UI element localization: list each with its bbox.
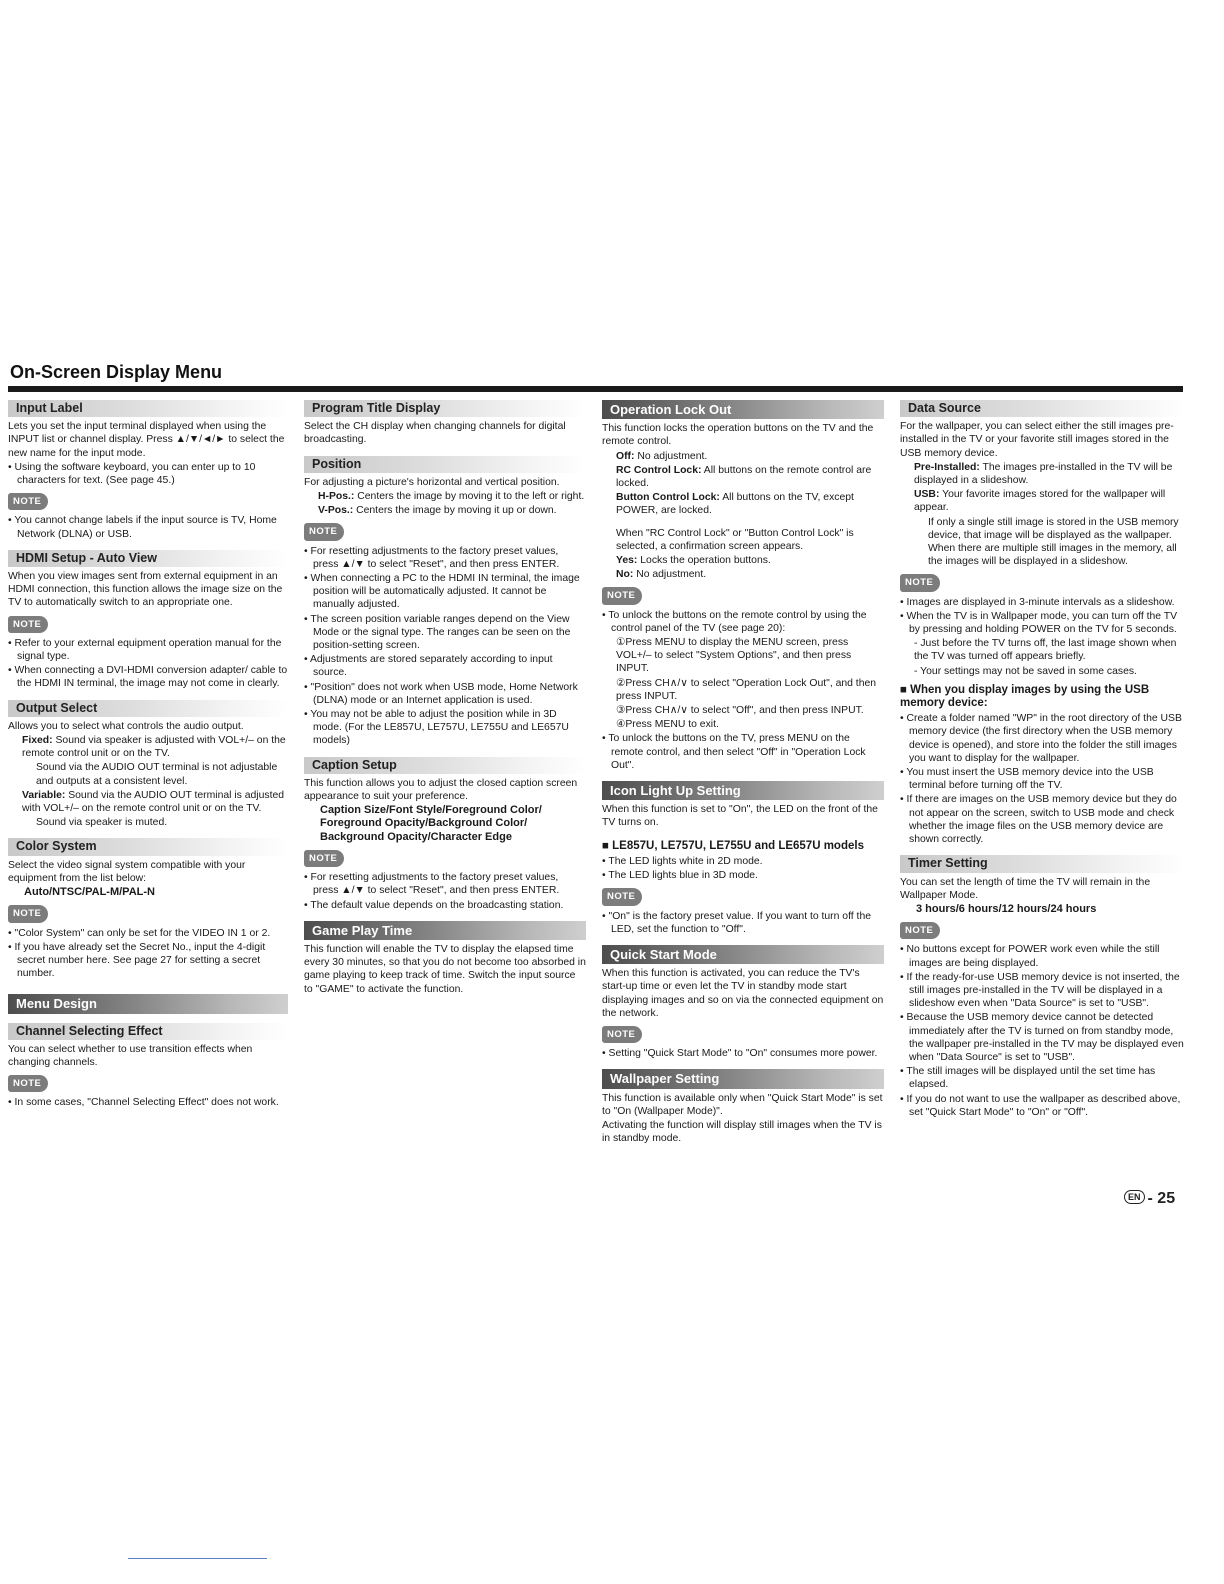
section-heading: Data Source [900,400,1184,417]
body-text: For the wallpaper, you can select either the still images pre-installed in the TV or your favorite still images stored in the USB memory device. [900,421,1174,459]
section-heading: Input Label [8,400,288,417]
section-input-label [8,400,288,541]
section-color-system [8,838,288,980]
bullet-item: • The LED lights blue in 3D mode. [602,870,758,882]
note-item: • For resetting adjustments to the factory preset values, press ▲/▼ to select "Reset", and then press ENTER. [304,545,560,570]
note-item: • "Color System" can only be set for the VIDEO IN 1 or 2. [8,927,271,939]
note-item: • You may not be able to adjust the position while in 3D mode. (For the LE857U, LE757U, LE755U and LE657U models) [304,709,569,747]
option-button-lock: Button Control Lock: All buttons on the TV, except POWER, are locked. [616,492,854,517]
section-data-source [900,400,1184,846]
note-item: • Because the USB memory device cannot be detected immediately after the TV is turned on from standby mode, the wallpaper pre-installed in the TV may be displayed even when "Data Source" is set to "USB". [900,1012,1184,1063]
section-operation-lock [602,400,884,772]
note-item: • When the TV is in Wallpaper mode, you can turn off the TV by pressing and holding POWER on the TV for 5 seconds. [900,610,1178,636]
section-heading: Wallpaper Setting [602,1069,884,1088]
note-item: • Setting "Quick Start Mode" to "On" consumes more power. [602,1048,878,1060]
section-position [304,456,586,748]
sub-note: - Your settings may not be saved in some cases. [914,665,1137,677]
note-badge: NOTE [8,905,48,922]
column-2 [304,400,586,1005]
step-item: ③Press CH∧/∨ to select "Off", and then press INPUT. [616,705,864,717]
note-badge: NOTE [8,493,48,510]
note-item: • To unlock the buttons on the TV, press MENU on the remote control, and then select "Off" in "Operation Lock Out". [602,733,866,771]
option-list: 3 hours/6 hours/12 hours/24 hours [916,902,1097,915]
section-heading: Menu Design [8,994,288,1013]
body-text: For adjusting a picture's horizontal and vertical position. [304,476,560,488]
body-text: Activating the function will display still images when the TV is in standby mode. [602,1119,882,1145]
note-badge: NOTE [8,1075,48,1092]
section-channel-effect [8,1023,288,1110]
body-text: This function is available only when "Quick Start Mode" is set to "On (Wallpaper Mode)". [602,1092,883,1117]
usb-heading: ■ When you display images by using the USB memory device: [900,683,1150,710]
body-text: You can select whether to use transition effects when changing channels. [8,1043,253,1068]
option-usb-detail: If only a single still image is stored in the USB memory device, that image will be displayed as the wallpaper. When there are multiple still images in the memory, all the images will be displayed in a slideshow. [928,516,1179,568]
body-text: This function will enable the TV to display the elapsed time every 30 minutes, so that you do not become too absorbed in game playing to keep track of time. Switch the input source to "GAME" to activate the function. [304,943,586,995]
section-game-play [304,921,586,996]
page-number-value: 25 [1157,1190,1176,1207]
confirm-text: When "RC Control Lock" or "Button Control Lock" is selected, a confirmation screen appears. [616,527,854,552]
note-badge: NOTE [602,587,642,604]
note-item: • Refer to your external equipment operation manual for the signal type. [8,637,282,663]
note-item: • If you have already set the Secret No., input the 4-digit secret number here. See page 27 for setting a secret number. [8,941,266,980]
models-heading: ■ LE857U, LE757U, LE755U and LE657U models [602,839,864,852]
note-badge: NOTE [304,523,344,540]
bullet-item: • Create a folder named "WP" in the root directory of the USB memory device (the first directory when the USB memory device is opened), and store into the folder the still images you want to display for the wallpaper. [900,713,1182,764]
section-heading: Quick Start Mode [602,945,884,964]
option-pre-installed: Pre-Installed: The images pre-installed in the TV will be displayed in a slideshow. [914,461,1173,487]
section-icon-light [602,781,884,936]
page-number [1124,1190,1175,1208]
body-text: When this function is set to "On", the LED on the front of the TV turns on. [602,804,878,829]
column-4 [900,400,1184,1128]
section-output-select [8,700,288,830]
note-item: • No buttons except for POWER work even while the still images are being displayed. [900,944,1160,969]
section-heading: Icon Light Up Setting [602,781,884,800]
note-item: • In some cases, "Channel Selecting Effect" does not work. [8,1097,279,1109]
page-title: On-Screen Display Menu [10,362,223,382]
body-text: Lets you set the input terminal displayed when using the INPUT list or channel display. Press ▲/▼/◄/► to select the new name for the input mode. [8,421,285,459]
footer-line [128,1558,267,1559]
column-3 [602,400,884,1154]
page-num-separator: - [1147,1190,1153,1207]
note-item: • If you do not want to use the wallpaper as described above, set "Quick Start Mode" to "On" or "Off". [900,1093,1181,1118]
body-text: This function locks the operation buttons on the TV and the remote control. [602,423,874,448]
sub-note: - Just before the TV turns off, the last image shown when the TV was turned off appears briefly. [914,638,1177,663]
bullet-item: • If there are images on the USB memory device but they do not appear on the screen, switch to USB mode and check whether the image files on the USB memory device are shown correctly. [900,794,1177,846]
step-item: ②Press CH∧/∨ to select "Operation Lock Out", and then press INPUT. [616,677,877,702]
step-item: ①Press MENU to display the MENU screen, press VOL+/– to select "System Options", and then press INPUT. [616,637,852,675]
note-item: • You cannot change labels if the input source is TV, Home Network (DLNA) or USB. [8,515,277,540]
section-hdmi-setup [8,550,288,691]
en-badge: EN [1124,1190,1145,1204]
note-item: • When connecting a PC to the HDMI IN terminal, the image position will be automatically adjusted. It cannot be manually adjusted. [304,573,580,611]
option-variable-detail: Sound via speaker is muted. [36,817,168,829]
option-list: Auto/NTSC/PAL-M/PAL-N [24,886,155,899]
section-heading: Position [304,456,586,473]
option-vpos: V-Pos.: Centers the image by moving it up or down. [318,505,557,517]
title-rule [8,386,1183,392]
bullet-item: • The LED lights white in 2D mode. [602,855,763,867]
note-item: • "Position" does not work when USB mode, Home Network (DLNA) mode or an Internet application is used. [304,681,578,706]
section-heading: Timer Setting [900,855,1184,872]
column-1 [8,400,288,1119]
section-heading: Color System [8,838,288,855]
section-timer-setting [900,855,1184,1119]
option-fixed-detail: Sound via the AUDIO OUT terminal is not adjustable and outputs at a consistent level. [36,762,278,787]
body-text: Select the CH display when changing channels for digital broadcasting. [304,421,566,446]
body-text: When this function is activated, you can reduce the TV's start-up time or even let the TV in standby mode start displaying images and so on via the connected equipment on the network. [602,968,884,1019]
body-text: Select the video signal system compatible with your equipment from the list below: [8,859,246,884]
body-text: You can set the length of time the TV will remain in the Wallpaper Mode. [900,876,1151,901]
body-text: Allows you to select what controls the audio output. [8,720,244,732]
section-program-title [304,400,586,447]
note-badge: NOTE [900,574,940,591]
note-item: • Adjustments are stored separately according to input source. [304,654,553,679]
body-text: This function allows you to adjust the closed caption screen appearance to suit your preference. [304,777,578,803]
note-item: • For resetting adjustments to the factory preset values, press ▲/▼ to select "Reset", and then press ENTER. [304,872,560,897]
option-yes: Yes: Locks the operation buttons. [616,555,771,567]
note-item: • When connecting a DVI-HDMI conversion adapter/ cable to the HDMI IN terminal, the image may not come in clearly. [8,665,288,690]
body-text: When you view images sent from external equipment in an HDMI connection, this function allows the image size on the TV to automatically switch to an appropriate one. [8,571,283,609]
note-item: • "On" is the factory preset value. If you want to turn off the LED, set the function to "Off". [602,910,872,935]
option-list: Caption Size/Font Style/Foreground Color/ Foreground Opacity/Background Color/ Background Opacity/Character Edge [320,804,542,843]
note-badge: NOTE [602,888,642,905]
option-fixed: Fixed: Sound via speaker is adjusted with VOL+/– on the remote control unit or on the TV. [22,735,286,760]
section-heading: Output Select [8,700,288,717]
note-item: • The screen position variable ranges depend on the View Mode or the signal type. The ranges can be seen on the position-setting screen. [304,613,571,652]
option-variable: Variable: Sound via the AUDIO OUT terminal is adjusted with VOL+/– on the remote control unit or on the TV. [22,789,285,815]
note-item: • The default value depends on the broadcasting station. [304,899,564,911]
option-no: No: No adjustment. [616,569,707,581]
option-usb: USB: Your favorite images stored for the wallpaper will appear. [914,489,1166,514]
bullet-item: • You must insert the USB memory device into the USB terminal before turning off the TV. [900,767,1154,792]
note-badge: NOTE [900,922,940,939]
section-quick-start [602,945,884,1060]
note-item: • The still images will be displayed until the set time has elapsed. [900,1066,1156,1091]
section-heading: Channel Selecting Effect [8,1023,288,1040]
option-hpos: H-Pos.: Centers the image by moving it to the left or right. [318,491,585,503]
note-badge: NOTE [602,1026,642,1043]
section-wallpaper [602,1069,884,1145]
option-rc-lock: RC Control Lock: All buttons on the remote control are locked. [616,464,872,490]
note-item: • To unlock the buttons on the remote control by using the control panel of the TV (see page 20): [602,609,867,634]
section-heading: Program Title Display [304,400,586,417]
note-item: • If the ready-for-use USB memory device is not inserted, the still images pre-installed in the TV will be displayed in a slideshow even when "Data Source" is set to "USB". [900,971,1180,1010]
section-heading: Operation Lock Out [602,400,884,419]
section-heading: Game Play Time [304,921,586,940]
section-heading: HDMI Setup - Auto View [8,550,288,567]
note-badge: NOTE [8,616,48,633]
note-item: • Images are displayed in 3-minute intervals as a slideshow. [900,596,1175,608]
option-off: Off: No adjustment. [616,450,708,462]
note-badge: NOTE [304,850,344,867]
section-menu-design [8,994,288,1013]
section-caption-setup [304,757,586,912]
section-heading: Caption Setup [304,757,586,774]
bullet-item: • Using the software keyboard, you can enter up to 10 characters for text. (See page 45.) [8,461,256,487]
step-item: ④Press MENU to exit. [616,719,719,731]
